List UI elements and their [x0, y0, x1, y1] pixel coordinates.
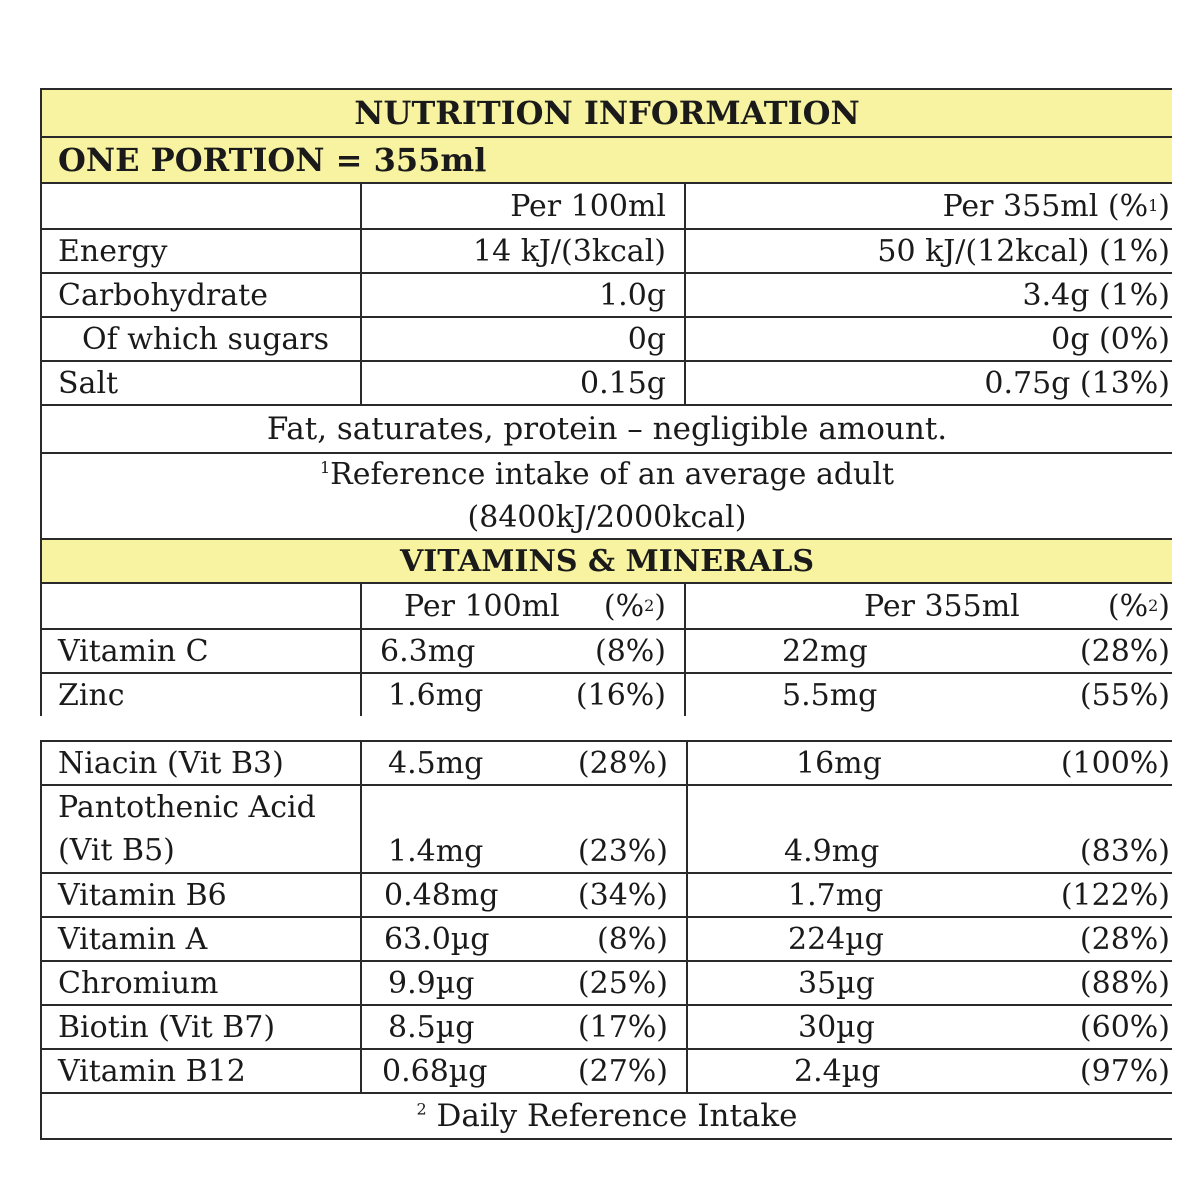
footnote: $^2$ Daily Reference Intake: [416, 1098, 798, 1134]
vitamin-name: Zinc: [58, 677, 125, 713]
nutrient-per100: 0g: [627, 321, 666, 357]
table-row: [42, 362, 1172, 406]
nutrition-panel: [40, 88, 1172, 716]
table-row: [42, 918, 1172, 962]
footnote-row: [42, 1094, 1172, 1140]
vitamin-pct100: (27%): [577, 1053, 668, 1089]
portion-label: ONE PORTION = 355ml: [58, 141, 487, 179]
vitamin-per355: 30µg: [798, 1009, 875, 1045]
table-row: [42, 318, 1172, 362]
nutrient-name: Energy: [58, 233, 168, 269]
portion-row: [42, 138, 1172, 184]
vitamin-pct355: (100%): [1060, 745, 1170, 781]
vitamin-name: Vitamin B6: [58, 877, 227, 913]
page-title: NUTRITION INFORMATION: [354, 94, 860, 132]
vitamin-pct355: (97%): [1079, 1053, 1170, 1089]
vitamin-name: Vitamin C: [58, 633, 209, 669]
table-row: [42, 962, 1172, 1006]
vitamin-pct100: (25%): [577, 965, 668, 1001]
table-row: [42, 786, 1172, 874]
nutrient-per100: 1.0g: [599, 277, 666, 313]
table-row: [42, 274, 1172, 318]
reference-note-line2: (8400kJ/2000kcal): [467, 500, 747, 535]
vitamin-per100: 1.6mg: [388, 677, 484, 713]
vitamin-pct355: (60%): [1079, 1009, 1170, 1045]
reference-note-line1: $^1$Reference intake of an average adult: [319, 457, 895, 492]
vitamins-panel-continued: [40, 740, 1172, 1140]
vitamin-pct355: (122%): [1060, 877, 1170, 913]
vitamin-per355: 22mg: [782, 633, 868, 669]
vitamins-title-row: [42, 540, 1172, 584]
vitamin-pct355: (83%): [1079, 833, 1170, 869]
vitamin-per100: 4.5mg: [388, 745, 484, 781]
table-row: [42, 230, 1172, 274]
vitamin-per355: 16mg: [796, 745, 882, 781]
vitamin-name: Vitamin B12: [58, 1053, 246, 1089]
vitamin-name: Niacin (Vit B3): [58, 745, 284, 781]
vitamin-pct355: (88%): [1079, 965, 1170, 1001]
vit-col-pct100-header: (% 2 ): [603, 588, 666, 624]
vitamin-pct355: (28%): [1079, 633, 1170, 669]
table-row: [42, 874, 1172, 918]
table-row: [42, 674, 1172, 716]
vitamin-per100: 6.3mg: [380, 633, 476, 669]
vitamin-pct100: (23%): [577, 833, 668, 869]
vitamin-per355: 1.7mg: [788, 877, 884, 913]
vit-col-per100-header: Per 100ml: [404, 588, 560, 624]
negligible-note: Fat, saturates, protein – negligible amount.: [266, 411, 948, 447]
vitamins-column-header: [42, 584, 1172, 630]
nutrient-per100: 14 kJ/(3kcal): [473, 233, 666, 269]
vit-col-pct355-header: (% 2 ): [1107, 588, 1170, 624]
vitamin-per355: 35µg: [798, 965, 875, 1001]
vitamin-pct100: (8%): [594, 633, 666, 669]
vitamin-name: Pantothenic Acid (Vit B5): [58, 790, 316, 868]
vitamin-pct355: (55%): [1079, 677, 1170, 713]
nutrition-title-row: [42, 90, 1172, 138]
vitamin-per100: 63.0µg: [384, 921, 490, 957]
vitamin-pct100: (8%): [596, 921, 668, 957]
nutrient-per355: 0g (0%): [1051, 321, 1170, 357]
vitamin-pct100: (28%): [577, 745, 668, 781]
vitamin-per355: 224µg: [788, 921, 884, 957]
vitamin-pct100: (17%): [577, 1009, 668, 1045]
vit-col-per355-header: Per 355ml: [864, 588, 1020, 624]
nutrient-per355: 0.75g (13%): [984, 365, 1170, 401]
vitamin-per355: 4.9mg: [784, 833, 880, 869]
col-per355-header: Per 355ml (% 1 ): [942, 188, 1170, 224]
negligible-note-row: [42, 406, 1172, 454]
table-row: [42, 742, 1172, 786]
vitamin-name: Chromium: [58, 965, 219, 1001]
vitamin-name: Biotin (Vit B7): [58, 1009, 276, 1045]
table-row: [42, 1006, 1172, 1050]
reference-note-row: [42, 454, 1172, 540]
col-per100-header: Per 100ml: [510, 188, 666, 224]
vitamin-pct100: (34%): [577, 877, 668, 913]
vitamin-per100: 0.68µg: [382, 1053, 488, 1089]
nutrient-per100: 0.15g: [579, 365, 666, 401]
vitamin-per100: 9.9µg: [388, 965, 475, 1001]
vitamin-pct355: (28%): [1079, 921, 1170, 957]
nutrient-per355: 50 kJ/(12kcal) (1%): [877, 233, 1170, 269]
table-row: [42, 630, 1172, 674]
vitamins-title: VITAMINS & MINERALS: [399, 543, 815, 579]
vitamin-per100: 8.5µg: [388, 1009, 475, 1045]
table-row: [42, 1050, 1172, 1094]
nutrient-name: Salt: [58, 365, 119, 401]
nutrient-name: Of which sugars: [82, 321, 330, 357]
nutrition-column-header: [42, 184, 1172, 230]
nutrient-name: Carbohydrate: [58, 277, 268, 313]
vitamin-pct100: (16%): [575, 677, 666, 713]
nutrient-per355: 3.4g (1%): [1022, 277, 1170, 313]
vitamin-per100: 1.4mg: [388, 833, 484, 869]
vitamin-per355: 2.4µg: [794, 1053, 881, 1089]
vitamin-name: Vitamin A: [58, 921, 208, 957]
vitamin-per100: 0.48mg: [384, 877, 499, 913]
vitamin-per355: 5.5mg: [782, 677, 878, 713]
